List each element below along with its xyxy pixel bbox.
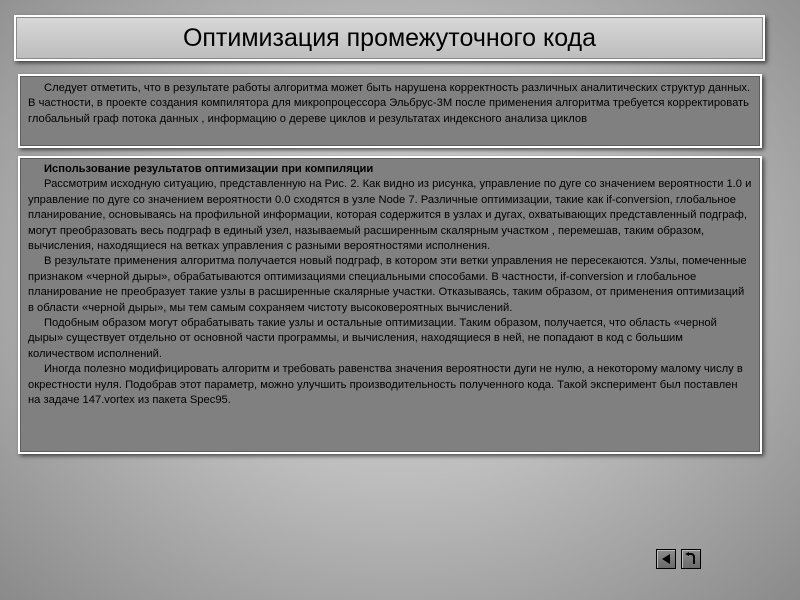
paragraph-3: Подобным образом могут обрабатывать такие узлы и остальные оптимизации. Таким образом, получается, что область «черной дыры» существует отдельно от основной части программы, и вычисления, находящиеся в ней, не попадают в код с большим количеством исполнений. — [28, 317, 717, 360]
return-arrow-icon — [684, 552, 698, 566]
return-button[interactable] — [681, 549, 701, 569]
triangle-left-icon — [659, 552, 673, 566]
main-text-box — [18, 156, 762, 454]
paragraph-1: Рассмотрим исходную ситуацию, представленную на Рис. 2. Как видно из рисунка, управление по дуге со значением вероятности 1.0 и управление по дуге со значением вероятности 0.0 сходятся в узле Node 7. Различные оптимизации, такие как if-conversion, глобальное планирование, основываясь на профильной информации, которая содержится в узлах и дугах, охватывающих представленный подграф, могут преобразовать весь подграф в единый узел, называемый расширенным скалярным участком , перемешав, таким образом, вычисления, находящиеся на ветках управления с разными вероятностями исполнения. — [28, 178, 752, 253]
page-title: Оптимизация промежуточного кода — [182, 23, 597, 52]
intro-paragraph: Следует отметить, что в результате работы алгоритма может быть нарушена корректность различных аналитических структур данных. В частности, в проекте создания компилятора для микропроцессора Эльбрус-3М после применения алгоритма требуется корректировать глобальный граф потока данных , информацию о дереве циклов и результатах индексного анализа циклов — [28, 82, 751, 125]
paragraph-2: В результате применения алгоритма получается новый подграф, в котором эти ветки управления не пересекаются. Узлы, помеченные признаком «черной дыры», обрабатываются оптимизациями специальными способами. В частности, if-conversion и глобальное планирование не преобразует такие узлы в расширенные скалярные участки. Отказываясь, таким образом, от применения оптимизаций в области «черной дыры», мы тем самым сохраняем чистоту высоковероятных вычислений. — [28, 255, 747, 314]
section-heading: Использование результатов оптимизации при компиляции — [44, 163, 374, 175]
title-box — [14, 15, 765, 61]
intro-text-box — [18, 74, 762, 148]
paragraph-4: Иногда полезно модифицировать алгоритм и требовать равенства значения вероятности дуги не нулю, а некоторому малому числу в окрестности нуля. Подобрав этот параметр, можно улучшить производительность полученного кода. Такой эксперимент был поставлен на задаче 147.vortex из пакета Spec95. — [28, 363, 743, 407]
back-button[interactable] — [656, 549, 676, 569]
